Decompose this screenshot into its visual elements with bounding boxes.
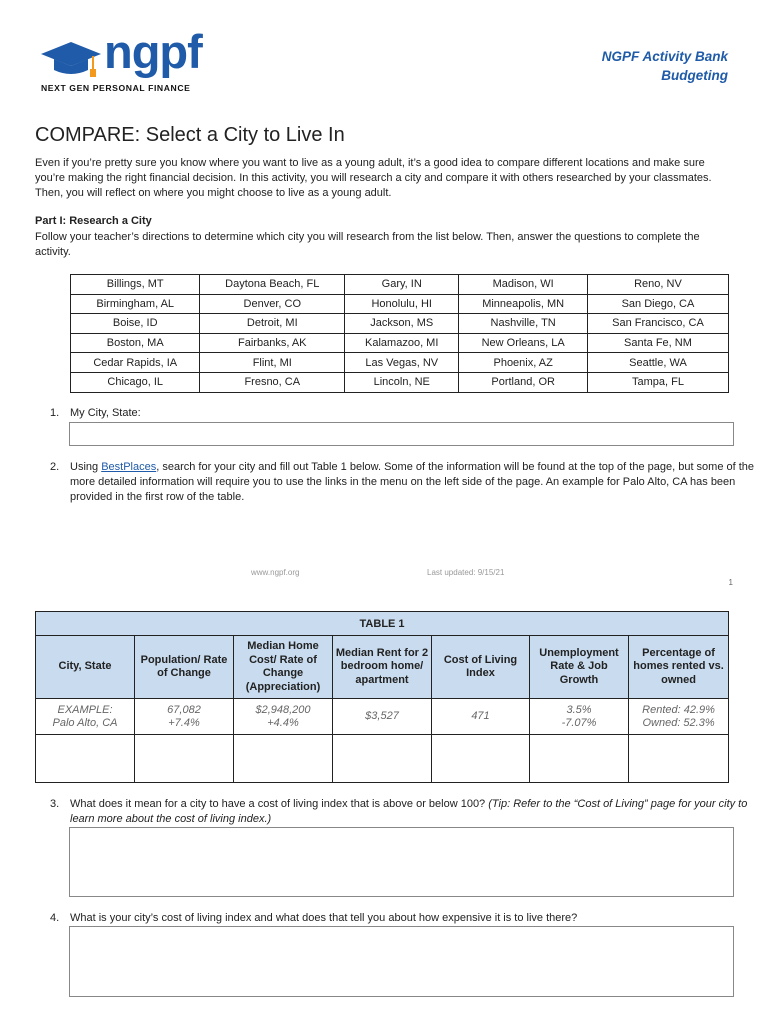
city-cell: Detroit, MI <box>200 314 345 334</box>
city-cell: Fresno, CA <box>200 372 345 392</box>
city-cell: Madison, WI <box>459 275 588 295</box>
city-cell: San Francisco, CA <box>587 314 728 334</box>
example-cell-line: Palo Alto, CA <box>52 716 118 729</box>
example-cell-line: EXAMPLE: <box>57 703 113 716</box>
example-cell <box>432 699 530 735</box>
example-cell <box>135 699 234 735</box>
answer-cell[interactable] <box>333 735 432 783</box>
table-header-cell: Median Rent for 2 bedroom home/ apartment <box>333 636 432 699</box>
question-number: 1. <box>50 407 60 419</box>
city-cell: Gary, IN <box>345 275 459 295</box>
city-cell: Boston, MA <box>71 333 200 353</box>
city-cell: Santa Fe, NM <box>587 333 728 353</box>
question-number: 3. <box>50 798 60 810</box>
logo-subtitle: NEXT GEN PERSONAL FINANCE <box>41 83 191 93</box>
graduation-cap-icon <box>40 40 102 80</box>
table-header-cell: Cost of Living Index <box>432 636 530 699</box>
city-list-table <box>70 274 729 393</box>
table-header-cell: Unemployment Rate & Job Growth <box>530 636 629 699</box>
city-cell: Chicago, IL <box>71 372 200 392</box>
city-cell: Lincoln, NE <box>345 372 459 392</box>
city-cell: Denver, CO <box>200 294 345 314</box>
footer-updated: Last updated: 9/15/21 <box>427 568 505 577</box>
question-text <box>70 460 768 505</box>
question-main-text: What does it mean for a city to have a cost of living index that is above or below 100? <box>70 798 489 810</box>
activity-bank-label <box>602 47 728 85</box>
city-cell: Portland, OR <box>459 372 588 392</box>
footer-website: www.ngpf.org <box>251 568 300 577</box>
city-cell: Seattle, WA <box>587 353 728 373</box>
answer-cell[interactable] <box>629 735 729 783</box>
city-cell: Fairbanks, AK <box>200 333 345 353</box>
city-cell: Jackson, MS <box>345 314 459 334</box>
example-cell-line: +4.4% <box>267 716 299 729</box>
city-cell: Kalamazoo, MI <box>345 333 459 353</box>
city-cell: San Diego, CA <box>587 294 728 314</box>
question-text: My City, State: <box>70 407 141 419</box>
activity-bank-title: NGPF Activity Bank <box>601 49 728 64</box>
answer-cell[interactable] <box>135 735 234 783</box>
city-row <box>71 314 729 334</box>
city-cell: Phoenix, AZ <box>459 353 588 373</box>
city-cell: Boise, ID <box>71 314 200 334</box>
intro-paragraph: Even if you’re pretty sure you know where you want to live as a young adult, it’s a good idea to compare different locations and make sure you’re making the right financial decision. In this activity, you will research a city and compare it with others researched by your classmates. Then, you will reflect on where you might choose to live as a young adult. <box>35 157 712 199</box>
city-cell: New Orleans, LA <box>459 333 588 353</box>
city-row <box>71 333 729 353</box>
question-text-suffix: , search for your city and fill out Table 1 below. Some of the information will be found at the top of the page, but some of the more detailed information will require you to use the links in the menu on the left side of the page. An example for Palo Alto, CA has been provided in the first row of the table. <box>70 461 755 503</box>
example-cell-line: -7.07% <box>561 716 597 729</box>
table-caption: TABLE 1 <box>36 612 729 636</box>
answer-cell[interactable] <box>234 735 333 783</box>
city-cell: Tampa, FL <box>587 372 728 392</box>
example-cell-line: 67,082 <box>167 703 201 716</box>
example-cell <box>234 699 333 735</box>
part-one-directions: Follow your teacher’s directions to determine which city you will research from the list below. Then, answer the questions to complete the activity. <box>35 231 700 258</box>
city-cell: Daytona Beach, FL <box>200 275 345 295</box>
city-cell: Honolulu, HI <box>345 294 459 314</box>
example-cell-line: 3.5% <box>566 703 592 716</box>
city-cell: Flint, MI <box>200 353 345 373</box>
example-cell <box>333 699 432 735</box>
page-number: 1 <box>728 578 733 587</box>
cost-of-living-meaning-answer-field[interactable] <box>69 827 734 897</box>
activity-bank-category: Budgeting <box>661 68 728 83</box>
example-cell-line: 471 <box>471 710 490 722</box>
question-text: What is your city’s cost of living index and what does that tell you about how expensive it is to live there? <box>70 912 578 924</box>
question-text <box>70 797 768 827</box>
example-cell-line: Owned: 52.3% <box>642 716 715 729</box>
table-header-cell: Percentage of homes rented vs. owned <box>629 636 729 699</box>
table-header-cell: Median Home Cost/ Rate of Change (Appreciation) <box>234 636 333 699</box>
city-cost-index-answer-field[interactable] <box>69 926 734 997</box>
city-cell: Reno, NV <box>587 275 728 295</box>
logo-wordmark: ngpf <box>104 25 202 78</box>
answer-cell[interactable] <box>36 735 135 783</box>
example-cell-line: $2,948,200 <box>255 703 311 716</box>
city-state-answer-field[interactable] <box>69 422 734 446</box>
question-number: 2. <box>50 461 60 473</box>
city-cell: Minneapolis, MN <box>459 294 588 314</box>
example-cell <box>36 699 135 735</box>
question-number: 4. <box>50 912 60 924</box>
city-cell: Nashville, TN <box>459 314 588 334</box>
city-cell: Cedar Rapids, IA <box>71 353 200 373</box>
city-row <box>71 294 729 314</box>
city-row <box>71 372 729 392</box>
answer-cell[interactable] <box>530 735 629 783</box>
part-one-heading: Part I: Research a City <box>35 215 152 227</box>
city-row <box>71 353 729 373</box>
city-cell: Birmingham, AL <box>71 294 200 314</box>
example-cell <box>629 699 729 735</box>
example-cell-line: +7.4% <box>168 716 200 729</box>
table-header-cell: Population/ Rate of Change <box>135 636 234 699</box>
city-row <box>71 275 729 295</box>
example-cell-line: Rented: 42.9% <box>642 703 715 716</box>
example-cell-line: $3,527 <box>365 710 399 722</box>
table-1 <box>35 611 729 783</box>
bestplaces-link[interactable]: BestPlaces <box>101 461 157 473</box>
city-cell: Billings, MT <box>71 275 200 295</box>
question-text-prefix: Using <box>70 461 102 473</box>
answer-cell[interactable] <box>432 735 530 783</box>
table-header-cell: City, State <box>36 636 135 699</box>
city-cell: Las Vegas, NV <box>345 353 459 373</box>
ngpf-logo <box>40 25 220 96</box>
question-tip: (Tip: Refer to the “Cost of Living” page for your city to learn more about the cost of living index.) <box>70 798 748 825</box>
example-cell <box>530 699 629 735</box>
page-title: COMPARE: Select a City to Live In <box>35 124 345 146</box>
